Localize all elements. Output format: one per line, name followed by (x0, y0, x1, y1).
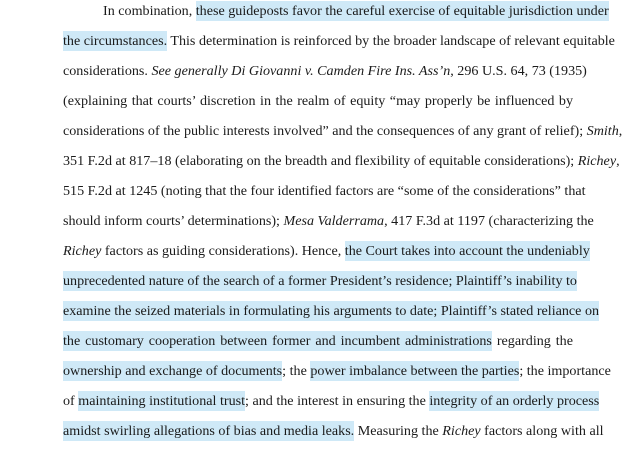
citation-name: Smith (586, 123, 619, 139)
text-line (63, 393, 600, 410)
text-segment: should inform courts’ determinations); (63, 213, 284, 229)
text-line (103, 3, 609, 20)
text-line (63, 273, 577, 290)
text-line (63, 153, 620, 170)
text-segment: , (616, 153, 620, 169)
text-line (63, 303, 600, 320)
text-segment: , 296 U.S. 64, 73 (1935) (450, 63, 587, 79)
citation-name: Mesa Valderrama (283, 213, 385, 229)
highlighted-text: maintaining institutional trust (78, 393, 246, 409)
highlighted-text: the customary cooperation between former and incumbent administrations (63, 333, 492, 349)
highlighted-text: the circumstances. (63, 33, 168, 49)
text-line (63, 33, 615, 50)
highlighted-text: these guideposts favor the careful exercise of equitable jurisdiction under (195, 3, 609, 19)
text-segment: ; the (282, 363, 311, 379)
text-segment: Measuring the (354, 423, 443, 439)
citation-name: Richey (63, 243, 102, 259)
text-segment: , 417 F.3d at 1197 (characterizing the (384, 213, 594, 229)
text-segment: factors along with all (480, 423, 604, 439)
highlighted-text: the Court takes into account the undeniably (344, 243, 590, 259)
text-segment: (explaining that courts’ discretion in the realm of equity “may properly be influenced by (63, 93, 573, 109)
text-line (63, 363, 611, 380)
text-line (63, 63, 587, 80)
citation-name: Richey (442, 423, 481, 439)
text-line (63, 243, 590, 260)
text-line (63, 423, 604, 440)
text-line (63, 183, 586, 200)
text-segment: ; and the interest in ensuring the (245, 393, 430, 409)
text-segment: ; the importance (519, 363, 611, 379)
highlighted-text: ownership and exchange of documents (63, 363, 283, 379)
text-segment: considerations. (63, 63, 152, 79)
text-segment: In combination, (103, 3, 196, 19)
highlighted-text: unprecedented nature of the search of a former President’s residence; Plaintiff’s inability to (63, 273, 577, 289)
text-segment: regarding the (491, 333, 573, 349)
highlighted-text: integrity of an orderly process (429, 393, 600, 409)
highlighted-text: power imbalance between the parties (310, 363, 520, 379)
text-segment: , (618, 123, 623, 139)
text-line (63, 213, 594, 230)
text-segment: considerations of the public interests involved” and the consequences of any grant of relief); (63, 123, 587, 139)
highlighted-text: amidst swirling allegations of bias and media leaks. (63, 423, 355, 439)
text-line (63, 333, 573, 350)
text-segment: 515 F.2d at 1245 (noting that the four identified factors are “some of the considerations” that (63, 183, 586, 199)
text-segment: This determination is reinforced by the broader landscape of relevant equitable (167, 33, 615, 49)
text-line (63, 123, 623, 140)
citation-name: See generally Di Giovanni v. Camden Fire Ins. Ass’n (151, 63, 451, 79)
text-segment: 351 F.2d at 817–18 (elaborating on the breadth and flexibility of equitable considerations); (63, 153, 578, 169)
text-segment: factors as guiding considerations). Hence, (101, 243, 345, 259)
text-segment: of (63, 393, 79, 409)
text-line (63, 93, 573, 110)
citation-name: Richey (577, 153, 617, 169)
highlighted-text: examine the seized materials in formulating his arguments to date; Plaintiff’s stated reliance on (63, 303, 600, 319)
